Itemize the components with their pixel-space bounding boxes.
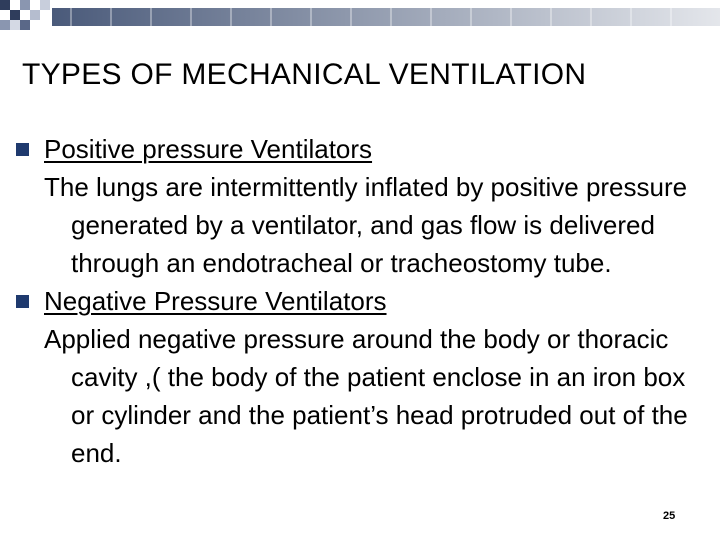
slide-body xyxy=(44,130,704,472)
section-heading-negative xyxy=(44,282,704,320)
decorative-header-strip xyxy=(0,0,720,34)
square-bullet-icon xyxy=(16,143,29,156)
square-bullet-icon xyxy=(16,295,29,308)
section-heading-label: Positive pressure Ventilators xyxy=(44,134,373,164)
section-text-positive: The lungs are intermittently inflated by positive pressure generated by a ventilator, and gas flow is delivered through an endotracheal or tracheostomy tube. xyxy=(44,172,688,278)
checker-pattern-graphic xyxy=(0,0,720,34)
slide-title: TYPES OF MECHANICAL VENTILATION xyxy=(22,58,587,91)
section-text-negative: Applied negative pressure around the body or thoracic cavity ,( the body of the patient enclose in an iron box or cylinder and the patient’s head protruded out of the end. xyxy=(44,324,688,468)
page-number: 25 xyxy=(663,510,676,522)
section-heading-label: Negative Pressure Ventilators xyxy=(44,286,387,316)
section-heading-positive xyxy=(44,130,704,168)
